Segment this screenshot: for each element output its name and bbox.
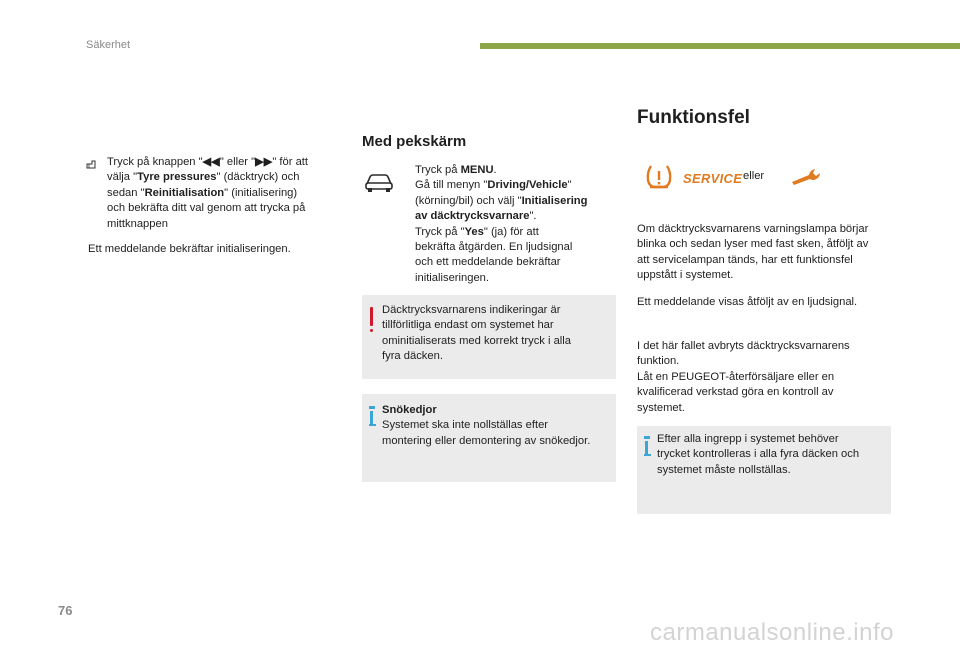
info-icon <box>644 436 652 458</box>
touchscreen-instructions: Tryck på MENU. Gå till menyn "Driving/Vehicle" (körning/bil) och välj "Initialisering av däcktrycksvarnare". Tryck på "Yes" (ja) för att bekräfta åtgärden. En ljudsignal och ett meddelande bekräftar initialiseringen. <box>415 164 588 284</box>
tire-pressure-warning-icon <box>644 162 674 192</box>
section-title: Säkerhet <box>86 39 131 51</box>
malfunction-heading: Funktionsfel <box>637 107 750 128</box>
confirm-text: Ett meddelande bekräftar initialiseringen. <box>88 243 291 255</box>
forward-icon: ▶▶ <box>255 156 273 168</box>
watermark: carmanualsonline.info <box>650 619 894 646</box>
bullet-hand-icon <box>86 157 97 168</box>
car-outline-icon <box>364 171 394 193</box>
warning-box: Däcktrycksvarnarens indikeringar är tillförlitliga endast om systemet har ominitialiserats med korrekt tryck i alla fyra däcken. <box>362 295 616 379</box>
exclamation-warning-icon <box>370 307 374 333</box>
malfunction-paragraph-3: I det här fallet avbryts däcktrycksvarnarens funktion. Låt en PEUGEOT-återförsäljare eller en kvalificerad verkstad göra en kontroll av systemet. <box>637 340 850 414</box>
info-box-reset: Efter alla ingrepp i systemet behöver trycket kontrolleras i alla fyra däcken och systemet måste nollställas. <box>637 426 891 514</box>
or-text: eller <box>743 170 765 182</box>
page-number: 76 <box>58 603 73 618</box>
service-warning-label: SERVICE <box>683 171 743 186</box>
info-icon <box>369 406 377 428</box>
wrench-icon <box>789 167 825 187</box>
rewind-icon: ◀◀ <box>202 156 220 168</box>
touchscreen-heading: Med pekskärm <box>362 133 467 150</box>
info-box-snow-chains: Snökedjor Systemet ska inte nollställas efter montering eller demontering av snökedjor. <box>362 394 616 482</box>
initialize-step-text: Tryck på knappen "◀◀" eller "▶▶" för att välja "Tyre pressures" (däcktryck) och sedan "Reinitialisation" (initialisering) och bekräfta ditt val genom att trycka på mittknappen <box>107 156 309 230</box>
malfunction-paragraph-1: Om däcktrycksvarnarens varningslampa börjar blinka och sedan lyser med fast sken, åtföljt av att servicelampan tänds, har ett funktionsfel uppstått i systemet. <box>637 223 869 282</box>
malfunction-paragraph-2: Ett meddelande visas åtföljt av en ljudsignal. <box>637 296 858 308</box>
header-accent-rule <box>480 43 960 49</box>
